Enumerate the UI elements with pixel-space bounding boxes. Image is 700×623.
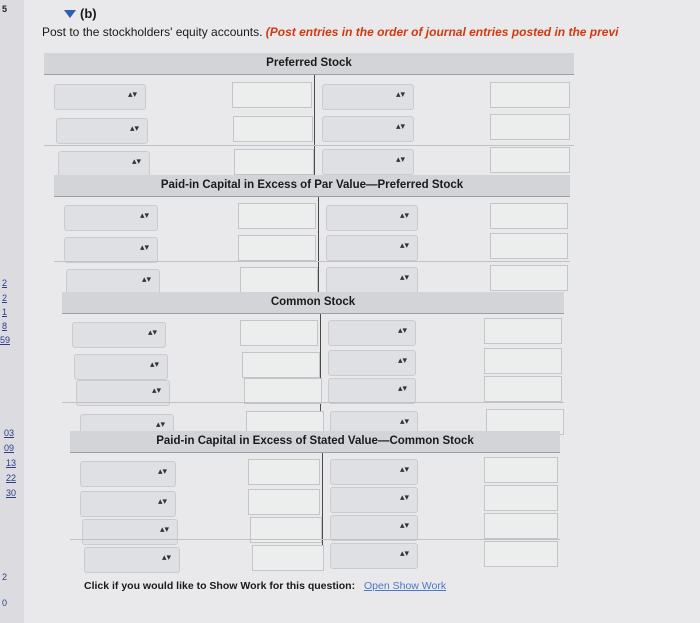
select-arrow-icon: ▴▾: [395, 121, 405, 131]
select-arrow-icon: ▴▾: [397, 383, 407, 393]
credit-date-select[interactable]: [330, 487, 418, 513]
debit-amount-input[interactable]: [244, 378, 322, 404]
debit-total-input[interactable]: [252, 545, 324, 571]
margin-number[interactable]: 2: [2, 293, 8, 303]
credit-date-select[interactable]: [326, 205, 418, 231]
credit-amount-input[interactable]: [490, 203, 568, 229]
instruction-note: (Post entries in the order of journal entries posted in the previ: [265, 25, 619, 39]
select-arrow-icon: ▴▾: [155, 419, 165, 429]
credit-date-select[interactable]: [326, 235, 418, 261]
select-arrow-icon: ▴▾: [399, 240, 409, 250]
credit-amount-input[interactable]: [490, 114, 570, 140]
debit-date-select[interactable]: [64, 237, 158, 263]
margin-number[interactable]: 2: [2, 278, 8, 288]
select-arrow-icon: ▴▾: [395, 154, 405, 164]
part-label: (b): [80, 6, 97, 21]
instruction-text: [42, 25, 700, 39]
debit-date-select[interactable]: [80, 491, 176, 517]
select-arrow-icon: ▴▾: [149, 359, 159, 369]
account-title: Common Stock: [62, 292, 564, 314]
select-arrow-icon: ▴▾: [139, 210, 149, 220]
credit-total-input[interactable]: [490, 265, 568, 291]
debit-date-select[interactable]: [82, 519, 178, 545]
select-arrow-icon: ▴▾: [397, 355, 407, 365]
credit-amount-input[interactable]: [484, 318, 562, 344]
margin-number[interactable]: 30: [6, 488, 17, 498]
debit-amount-input[interactable]: [242, 352, 320, 378]
margin-number: 0: [2, 598, 8, 608]
debit-amount-input[interactable]: [240, 320, 318, 346]
margin-number[interactable]: 22: [6, 473, 17, 483]
select-arrow-icon: ▴▾: [399, 416, 409, 426]
t-account-apic-preferred: [54, 175, 570, 295]
credit-amount-input[interactable]: [490, 82, 570, 108]
row-divider: [62, 402, 564, 403]
debit-date-select[interactable]: [74, 354, 168, 380]
t-account-divider: [314, 75, 315, 181]
select-arrow-icon: ▴▾: [141, 274, 151, 284]
credit-date-select[interactable]: [322, 116, 414, 142]
t-account-divider: [318, 197, 319, 295]
margin-number[interactable]: 1: [2, 307, 8, 317]
select-arrow-icon: ▴▾: [399, 492, 409, 502]
credit-amount-input[interactable]: [484, 485, 558, 511]
credit-date-select[interactable]: [328, 378, 416, 404]
debit-amount-input[interactable]: [248, 459, 320, 485]
show-work-prompt: Click if you would like to Show Work for this question:: [84, 580, 356, 592]
debit-date-select[interactable]: [80, 461, 176, 487]
credit-date-select[interactable]: [326, 267, 418, 293]
select-arrow-icon: ▴▾: [397, 325, 407, 335]
debit-date-select[interactable]: [72, 322, 166, 348]
credit-date-select[interactable]: [328, 350, 416, 376]
instruction-main: Post to the stockholders' equity accounts.: [42, 25, 263, 39]
credit-amount-input[interactable]: [490, 233, 568, 259]
margin-number[interactable]: 13: [6, 458, 17, 468]
margin-number[interactable]: 09: [4, 443, 15, 453]
margin-number[interactable]: 03: [4, 428, 15, 438]
left-margin: [0, 0, 24, 623]
debit-amount-input[interactable]: [233, 116, 313, 142]
credit-date-select[interactable]: [330, 515, 418, 541]
select-arrow-icon: ▴▾: [147, 327, 157, 337]
margin-number[interactable]: 8: [2, 321, 8, 331]
debit-date-select[interactable]: [64, 205, 158, 231]
select-arrow-icon: ▴▾: [399, 548, 409, 558]
credit-total-input[interactable]: [490, 147, 570, 173]
select-arrow-icon: ▴▾: [127, 89, 137, 99]
row-divider: [70, 539, 560, 540]
select-arrow-icon: ▴▾: [157, 496, 167, 506]
t-account-preferred-stock: [44, 53, 574, 181]
select-arrow-icon: ▴▾: [399, 210, 409, 220]
row-divider: [54, 261, 570, 262]
debit-amount-input[interactable]: [248, 489, 320, 515]
row-divider: [44, 145, 574, 146]
select-arrow-icon: ▴▾: [151, 385, 161, 395]
select-arrow-icon: ▴▾: [159, 524, 169, 534]
account-title: Paid-in Capital in Excess of Stated Value—Common Stock: [70, 431, 560, 453]
debit-date-select[interactable]: [58, 151, 150, 177]
debit-date-select[interactable]: [54, 84, 146, 110]
t-account-apic-common: [70, 431, 560, 571]
credit-date-select[interactable]: [322, 84, 414, 110]
account-title: Preferred Stock: [44, 53, 574, 75]
credit-amount-input[interactable]: [484, 457, 558, 483]
show-work-footer: [84, 580, 446, 592]
debit-amount-input[interactable]: [238, 203, 316, 229]
debit-total-input[interactable]: [234, 149, 314, 175]
debit-total-input[interactable]: [240, 267, 318, 293]
credit-date-select[interactable]: [322, 149, 414, 175]
account-title: Paid-in Capital in Excess of Par Value—Preferred Stock: [54, 175, 570, 197]
select-arrow-icon: ▴▾: [131, 156, 141, 166]
debit-amount-input[interactable]: [238, 235, 316, 261]
debit-date-select[interactable]: [56, 118, 148, 144]
t-account-common-stock: [62, 292, 564, 412]
open-show-work-link[interactable]: Open Show Work: [364, 580, 447, 592]
select-arrow-icon: ▴▾: [161, 552, 171, 562]
select-arrow-icon: ▴▾: [129, 123, 139, 133]
credit-amount-input[interactable]: [484, 348, 562, 374]
debit-date-select[interactable]: [84, 547, 180, 573]
select-arrow-icon: ▴▾: [399, 272, 409, 282]
select-arrow-icon: ▴▾: [395, 89, 405, 99]
credit-date-select[interactable]: [330, 543, 418, 569]
select-arrow-icon: ▴▾: [157, 466, 167, 476]
collapse-caret-icon[interactable]: [64, 10, 76, 18]
margin-mark: 5: [2, 4, 8, 14]
debit-amount-input[interactable]: [232, 82, 312, 108]
credit-total-input[interactable]: [484, 541, 558, 567]
credit-amount-input[interactable]: [484, 376, 562, 402]
select-arrow-icon: ▴▾: [139, 242, 149, 252]
select-arrow-icon: ▴▾: [399, 464, 409, 474]
margin-number[interactable]: 59: [0, 335, 11, 345]
select-arrow-icon: ▴▾: [399, 520, 409, 530]
credit-amount-input[interactable]: [484, 513, 558, 539]
credit-date-select[interactable]: [330, 459, 418, 485]
margin-number: 2: [2, 572, 8, 582]
credit-date-select[interactable]: [328, 320, 416, 346]
